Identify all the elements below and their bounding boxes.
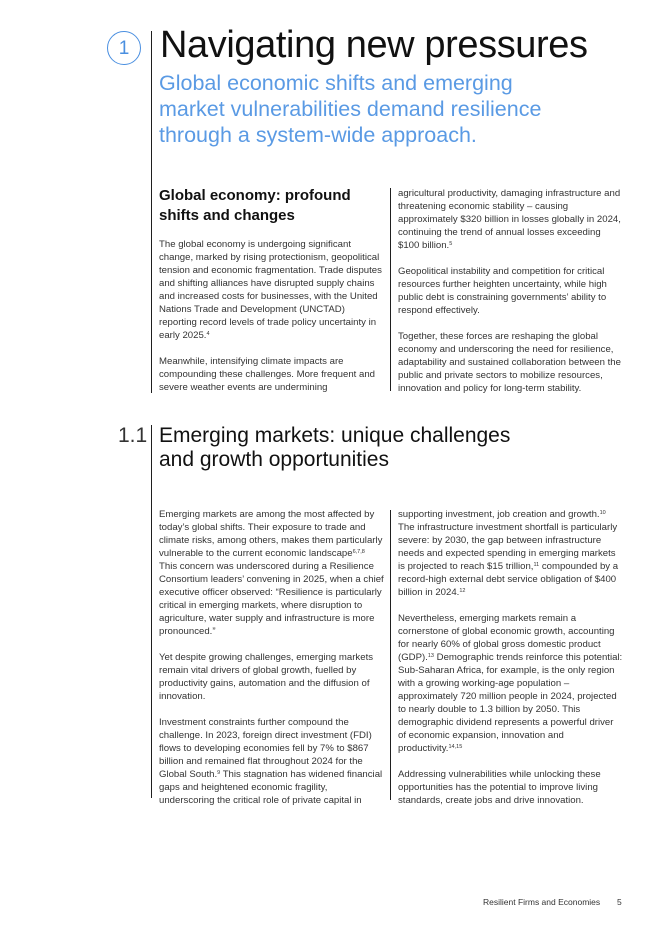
paragraph: Addressing vulnerabilities while unlocking these opportunities has the potential to improve living standards, create jobs and drive innovation.	[398, 769, 601, 806]
paragraph: The global economy is undergoing significant change, marked by rising protectionism, geopolitical tension and economic fragmentation. Trade disputes and shifting alliances have disrupted supply chains and increased costs for businesses, with the United Nations Trade and Development (UNCTAD) reporting record levels of trade policy uncertainty in early 2025.$^4$	[159, 239, 382, 341]
section-heading-global-economy: Global economy: profound shifts and changes	[159, 187, 351, 224]
section-heading-emerging-markets	[159, 424, 559, 472]
chapter-number-badge: 1	[107, 31, 141, 65]
footnote-ref: 5	[449, 241, 453, 247]
paragraph: Nevertheless, emerging markets remain a cornerstone of global economic growth, accounting for nearly 60% of global gross domestic product (GDP).$^{13}$ Demographic trends reinforce this potential: Sub-Saharan Africa, for example, is the only region with a growing working-age population – approximately 720 million people in 2024, projected to nearly double to 1.3 billion by 2050. This demographic dividend represents a powerful driver of economic expansion, innovation and productivity.$^{14,15}$	[398, 613, 623, 754]
paragraph: Investment constraints further compound the challenge. In 2023, foreign direct investment (FDI) flows to developing economies fell by 7% to $867 billion and remained flat throughout 2024 for the Global South.$^9$ This stagnation has widened financial gaps and heightened economic fragility, underscoring the critical role of private capital in	[159, 717, 383, 806]
paragraph: supporting investment, job creation and growth.$^{10}$ The infrastructure investment shortfall is particularly severe: by 2030, the gap between infrastructure needs and expected spending in emerging markets is projected to reach $15 trillion,$^{11}$ compounded by a record-high external debt service obligation of $400 billion in 2024.12	[398, 509, 619, 598]
section2-column-left	[159, 508, 385, 807]
paragraph: Geopolitical instability and competition for critical resources further heighten uncertainty, while high public debt is constraining governments’ ability to respond effectively.	[398, 266, 607, 316]
footnote-ref: 13	[427, 653, 434, 659]
section2-column-right	[398, 508, 624, 807]
page-title: Navigating new pressures	[160, 24, 588, 66]
column-divider	[390, 510, 391, 800]
footnote-ref: 6,7,8	[352, 549, 365, 555]
footnote-ref: 9	[217, 770, 221, 776]
column-divider	[390, 188, 391, 391]
footnote-ref: 14,15	[448, 744, 463, 750]
heading-line: Emerging markets: unique challenges	[159, 424, 511, 447]
section1-column-left	[159, 238, 385, 394]
footnote-ref: 11	[533, 562, 540, 568]
footnote-ref: 12	[459, 588, 466, 594]
footnote-ref: 10	[599, 510, 606, 516]
footer-publication-title: Resilient Firms and Economies	[483, 897, 601, 907]
paragraph: Emerging markets are among the most affected by today’s global shifts. Their exposure to trade and climate risks, among others, makes them particularly vulnerable to the current economic landscape$^{6,7,8}$ This concern was underscored during a Resilience Consortium leaders’ convening in 2025, when a chief executive officer observed: “Resilience is particularly critical in emerging markets, where disruption to agriculture, water supply and infrastructure is more pronounced.”	[159, 509, 384, 637]
heading-line: and growth opportunities	[159, 448, 389, 471]
header-divider-line	[151, 31, 152, 393]
paragraph: Meanwhile, intensifying climate impacts are compounding these challenges. More frequent and severe weather events are undermining	[159, 356, 376, 393]
page-subtitle: Global economic shifts and emerging market vulnerabilities demand resilience through a system-wide approach.	[159, 71, 542, 147]
paragraph: agricultural productivity, damaging infrastructure and threatening economic stability – causing approximately $320 billion in losses globally in 2024, continuing the trend of annual losses exceeding $100 billion.$^5$	[398, 188, 621, 251]
section-number-divider	[151, 425, 152, 798]
section1-column-right	[398, 187, 624, 395]
section-number: 1.1	[118, 424, 148, 447]
footnote-ref: 4	[206, 331, 210, 337]
paragraph: Together, these forces are reshaping the global economy and underscoring the need for resilience, adaptability and sustained collaboration between the public and private sectors to mobilize resources, innovation and policy for long-term stability.	[398, 331, 621, 394]
paragraph: Yet despite growing challenges, emerging markets remain vital drivers of global growth, fuelled by productivity gains, automation and the diffusion of innovation.	[159, 652, 374, 702]
footer-page-number: 5	[617, 897, 622, 907]
